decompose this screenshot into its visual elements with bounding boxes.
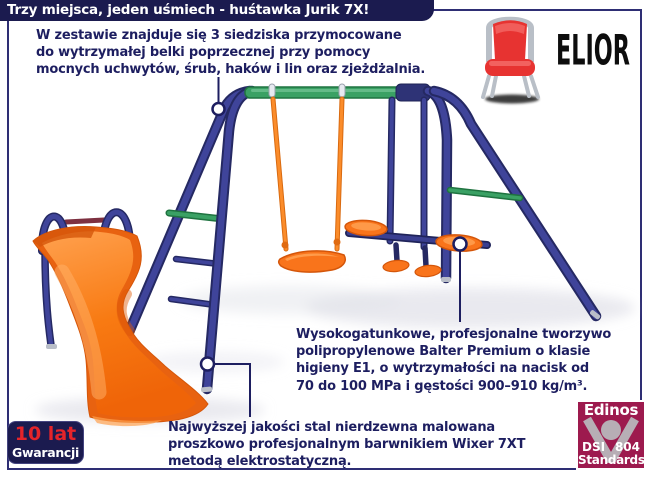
warranty-years: 10 lat xyxy=(14,423,77,445)
standards-label: Standards xyxy=(578,453,645,467)
callout-text-plastic xyxy=(296,326,611,395)
swing xyxy=(273,99,345,272)
page-title: Trzy miejsca, jeden uśmiech - huśtawka Jurik 7X! xyxy=(7,2,370,18)
standards-badge xyxy=(576,400,646,470)
standards-number: 804 xyxy=(614,440,640,454)
callout-marker-top-bar xyxy=(213,103,225,115)
title-banner xyxy=(0,0,434,21)
text-line: polipropylenowe Balter Premium o klasie xyxy=(296,344,591,360)
callout-text-seats xyxy=(36,27,425,79)
brand-name: ELIOR xyxy=(556,27,630,76)
text-line: mocnych uchwytów, śrub, haków i lin oraz zjeżdżalnia. xyxy=(36,62,426,78)
standards-dsi: DSI xyxy=(582,440,606,454)
callout-marker-glider-seat xyxy=(454,238,467,251)
text-line: Wysokogatunkowe, profesjonalne tworzywo xyxy=(296,327,612,342)
red-chair-icon xyxy=(483,20,539,104)
standards-brand: Edinos xyxy=(583,401,639,419)
callout-marker-frame-leg xyxy=(201,358,214,371)
text-line: 70 do 100 MPa i gęstości 900–910 kg/m³. xyxy=(296,378,588,394)
warranty-label: Gwarancji xyxy=(11,445,80,460)
a-frame-right xyxy=(428,91,601,320)
callout-text-steel xyxy=(168,419,525,471)
warranty-badge xyxy=(7,421,84,464)
text-line: do wytrzymałej belki poprzecznej przy pomocy xyxy=(36,45,371,61)
text-line: proszkowo profesjonalnym barwnikiem Wixer 7XT xyxy=(168,437,526,453)
text-line: W zestawie znajduje się 3 siedziska przymocowane xyxy=(36,28,402,43)
text-line: Najwyższej jakości stal nierdzewna malowana xyxy=(168,420,495,435)
text-line: metodą elektrostatyczną. xyxy=(168,454,352,470)
text-line: higieny E1, o wytrzymałości na nacisk od xyxy=(296,361,589,377)
